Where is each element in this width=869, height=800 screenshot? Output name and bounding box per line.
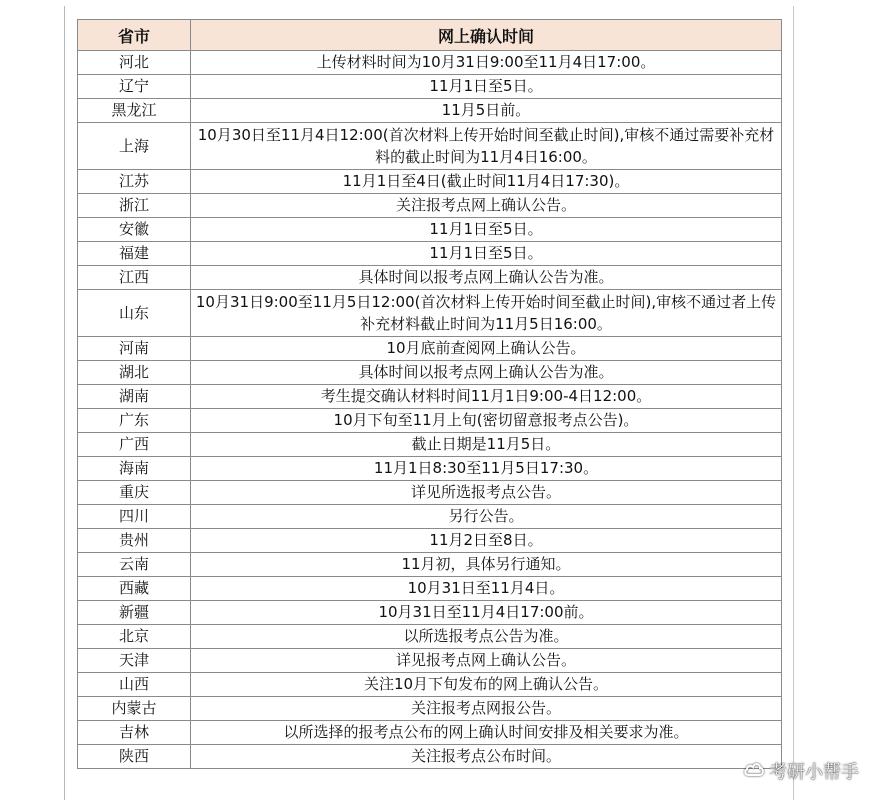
time-cell: 11月1日至5日。 xyxy=(191,75,782,99)
page-edge-left xyxy=(64,6,65,800)
time-cell: 关注报考点网报公告。 xyxy=(191,697,782,721)
time-cell: 11月1日8:30至11月5日17:30。 xyxy=(191,457,782,481)
time-cell: 11月5日前。 xyxy=(191,99,782,123)
time-cell: 10月31日至11月4日17:00前。 xyxy=(191,601,782,625)
confirmation-table xyxy=(77,19,782,769)
province-cell: 北京 xyxy=(78,625,191,649)
time-cell: 关注报考点公布时间。 xyxy=(191,745,782,769)
table-row xyxy=(78,218,782,242)
province-cell: 江苏 xyxy=(78,170,191,194)
time-cell: 11月2日至8日。 xyxy=(191,529,782,553)
time-cell: 11月初，具体另行通知。 xyxy=(191,553,782,577)
watermark xyxy=(743,758,859,784)
time-cell: 11月1日至5日。 xyxy=(191,242,782,266)
time-cell: 10月底前查阅网上确认公告。 xyxy=(191,337,782,361)
time-cell: 具体时间以报考点网上确认公告为准。 xyxy=(191,361,782,385)
time-cell: 10月31日至11月4日。 xyxy=(191,577,782,601)
time-cell: 详见报考点网上确认公告。 xyxy=(191,649,782,673)
province-cell: 新疆 xyxy=(78,601,191,625)
time-cell: 上传材料时间为10月31日9:00至11月4日17:00。 xyxy=(191,51,782,75)
header-time: 网上确认时间 xyxy=(191,20,782,51)
time-cell: 以所选报考点公告为准。 xyxy=(191,625,782,649)
province-cell: 黑龙江 xyxy=(78,99,191,123)
table-row xyxy=(78,577,782,601)
province-cell: 贵州 xyxy=(78,529,191,553)
table-row xyxy=(78,99,782,123)
table-row xyxy=(78,170,782,194)
table-row xyxy=(78,697,782,721)
province-cell: 广东 xyxy=(78,409,191,433)
table-body xyxy=(78,51,782,769)
table-row xyxy=(78,457,782,481)
time-cell: 10月31日9:00至11月5日12:00(首次材料上传开始时间至截止时间),审核不通过者上传补充材料截止时间为11月5日16:00。 xyxy=(191,290,782,337)
province-cell: 重庆 xyxy=(78,481,191,505)
header-province: 省市 xyxy=(78,20,191,51)
time-cell: 关注报考点网上确认公告。 xyxy=(191,194,782,218)
time-cell: 以所选择的报考点公布的网上确认时间安排及相关要求为准。 xyxy=(191,721,782,745)
table-row xyxy=(78,745,782,769)
time-cell: 详见所选报考点公告。 xyxy=(191,481,782,505)
province-cell: 湖北 xyxy=(78,361,191,385)
table-row xyxy=(78,433,782,457)
province-cell: 河南 xyxy=(78,337,191,361)
table-row xyxy=(78,123,782,170)
table-row xyxy=(78,337,782,361)
table-row xyxy=(78,290,782,337)
table-row xyxy=(78,481,782,505)
table-row xyxy=(78,242,782,266)
table-row xyxy=(78,529,782,553)
table-row xyxy=(78,505,782,529)
time-cell: 另行公告。 xyxy=(191,505,782,529)
province-cell: 上海 xyxy=(78,123,191,170)
province-cell: 西藏 xyxy=(78,577,191,601)
time-cell: 考生提交确认材料时间11月1日9:00-4日12:00。 xyxy=(191,385,782,409)
table-row xyxy=(78,625,782,649)
table-row xyxy=(78,266,782,290)
province-cell: 山西 xyxy=(78,673,191,697)
province-cell: 湖南 xyxy=(78,385,191,409)
province-cell: 山东 xyxy=(78,290,191,337)
province-cell: 辽宁 xyxy=(78,75,191,99)
province-cell: 海南 xyxy=(78,457,191,481)
table-header-row xyxy=(78,20,782,51)
province-cell: 江西 xyxy=(78,266,191,290)
province-cell: 吉林 xyxy=(78,721,191,745)
table-row xyxy=(78,721,782,745)
time-cell: 具体时间以报考点网上确认公告为准。 xyxy=(191,266,782,290)
table-row xyxy=(78,649,782,673)
time-cell: 10月30日至11月4日12:00(首次材料上传开始时间至截止时间),审核不通过需要补充材料的截止时间为11月4日16:00。 xyxy=(191,123,782,170)
table-row xyxy=(78,601,782,625)
page-edge-right xyxy=(793,6,794,800)
province-cell: 河北 xyxy=(78,51,191,75)
time-cell: 11月1日至5日。 xyxy=(191,218,782,242)
table-row xyxy=(78,194,782,218)
province-cell: 浙江 xyxy=(78,194,191,218)
time-cell: 关注10月下旬发布的网上确认公告。 xyxy=(191,673,782,697)
province-cell: 安徽 xyxy=(78,218,191,242)
province-cell: 内蒙古 xyxy=(78,697,191,721)
province-cell: 天津 xyxy=(78,649,191,673)
province-cell: 广西 xyxy=(78,433,191,457)
cloud-logo-icon xyxy=(743,761,765,782)
time-cell: 11月1日至4日(截止时间11月4日17:30)。 xyxy=(191,170,782,194)
time-cell: 截止日期是11月5日。 xyxy=(191,433,782,457)
table-row xyxy=(78,75,782,99)
watermark-text: 考研小帮手 xyxy=(769,762,859,783)
province-cell: 四川 xyxy=(78,505,191,529)
time-cell: 10月下旬至11月上旬(密切留意报考点公告)。 xyxy=(191,409,782,433)
table-row xyxy=(78,409,782,433)
table-row xyxy=(78,361,782,385)
province-cell: 云南 xyxy=(78,553,191,577)
province-cell: 福建 xyxy=(78,242,191,266)
province-cell: 陕西 xyxy=(78,745,191,769)
table-row xyxy=(78,51,782,75)
table-row xyxy=(78,553,782,577)
table-row xyxy=(78,673,782,697)
table-row xyxy=(78,385,782,409)
